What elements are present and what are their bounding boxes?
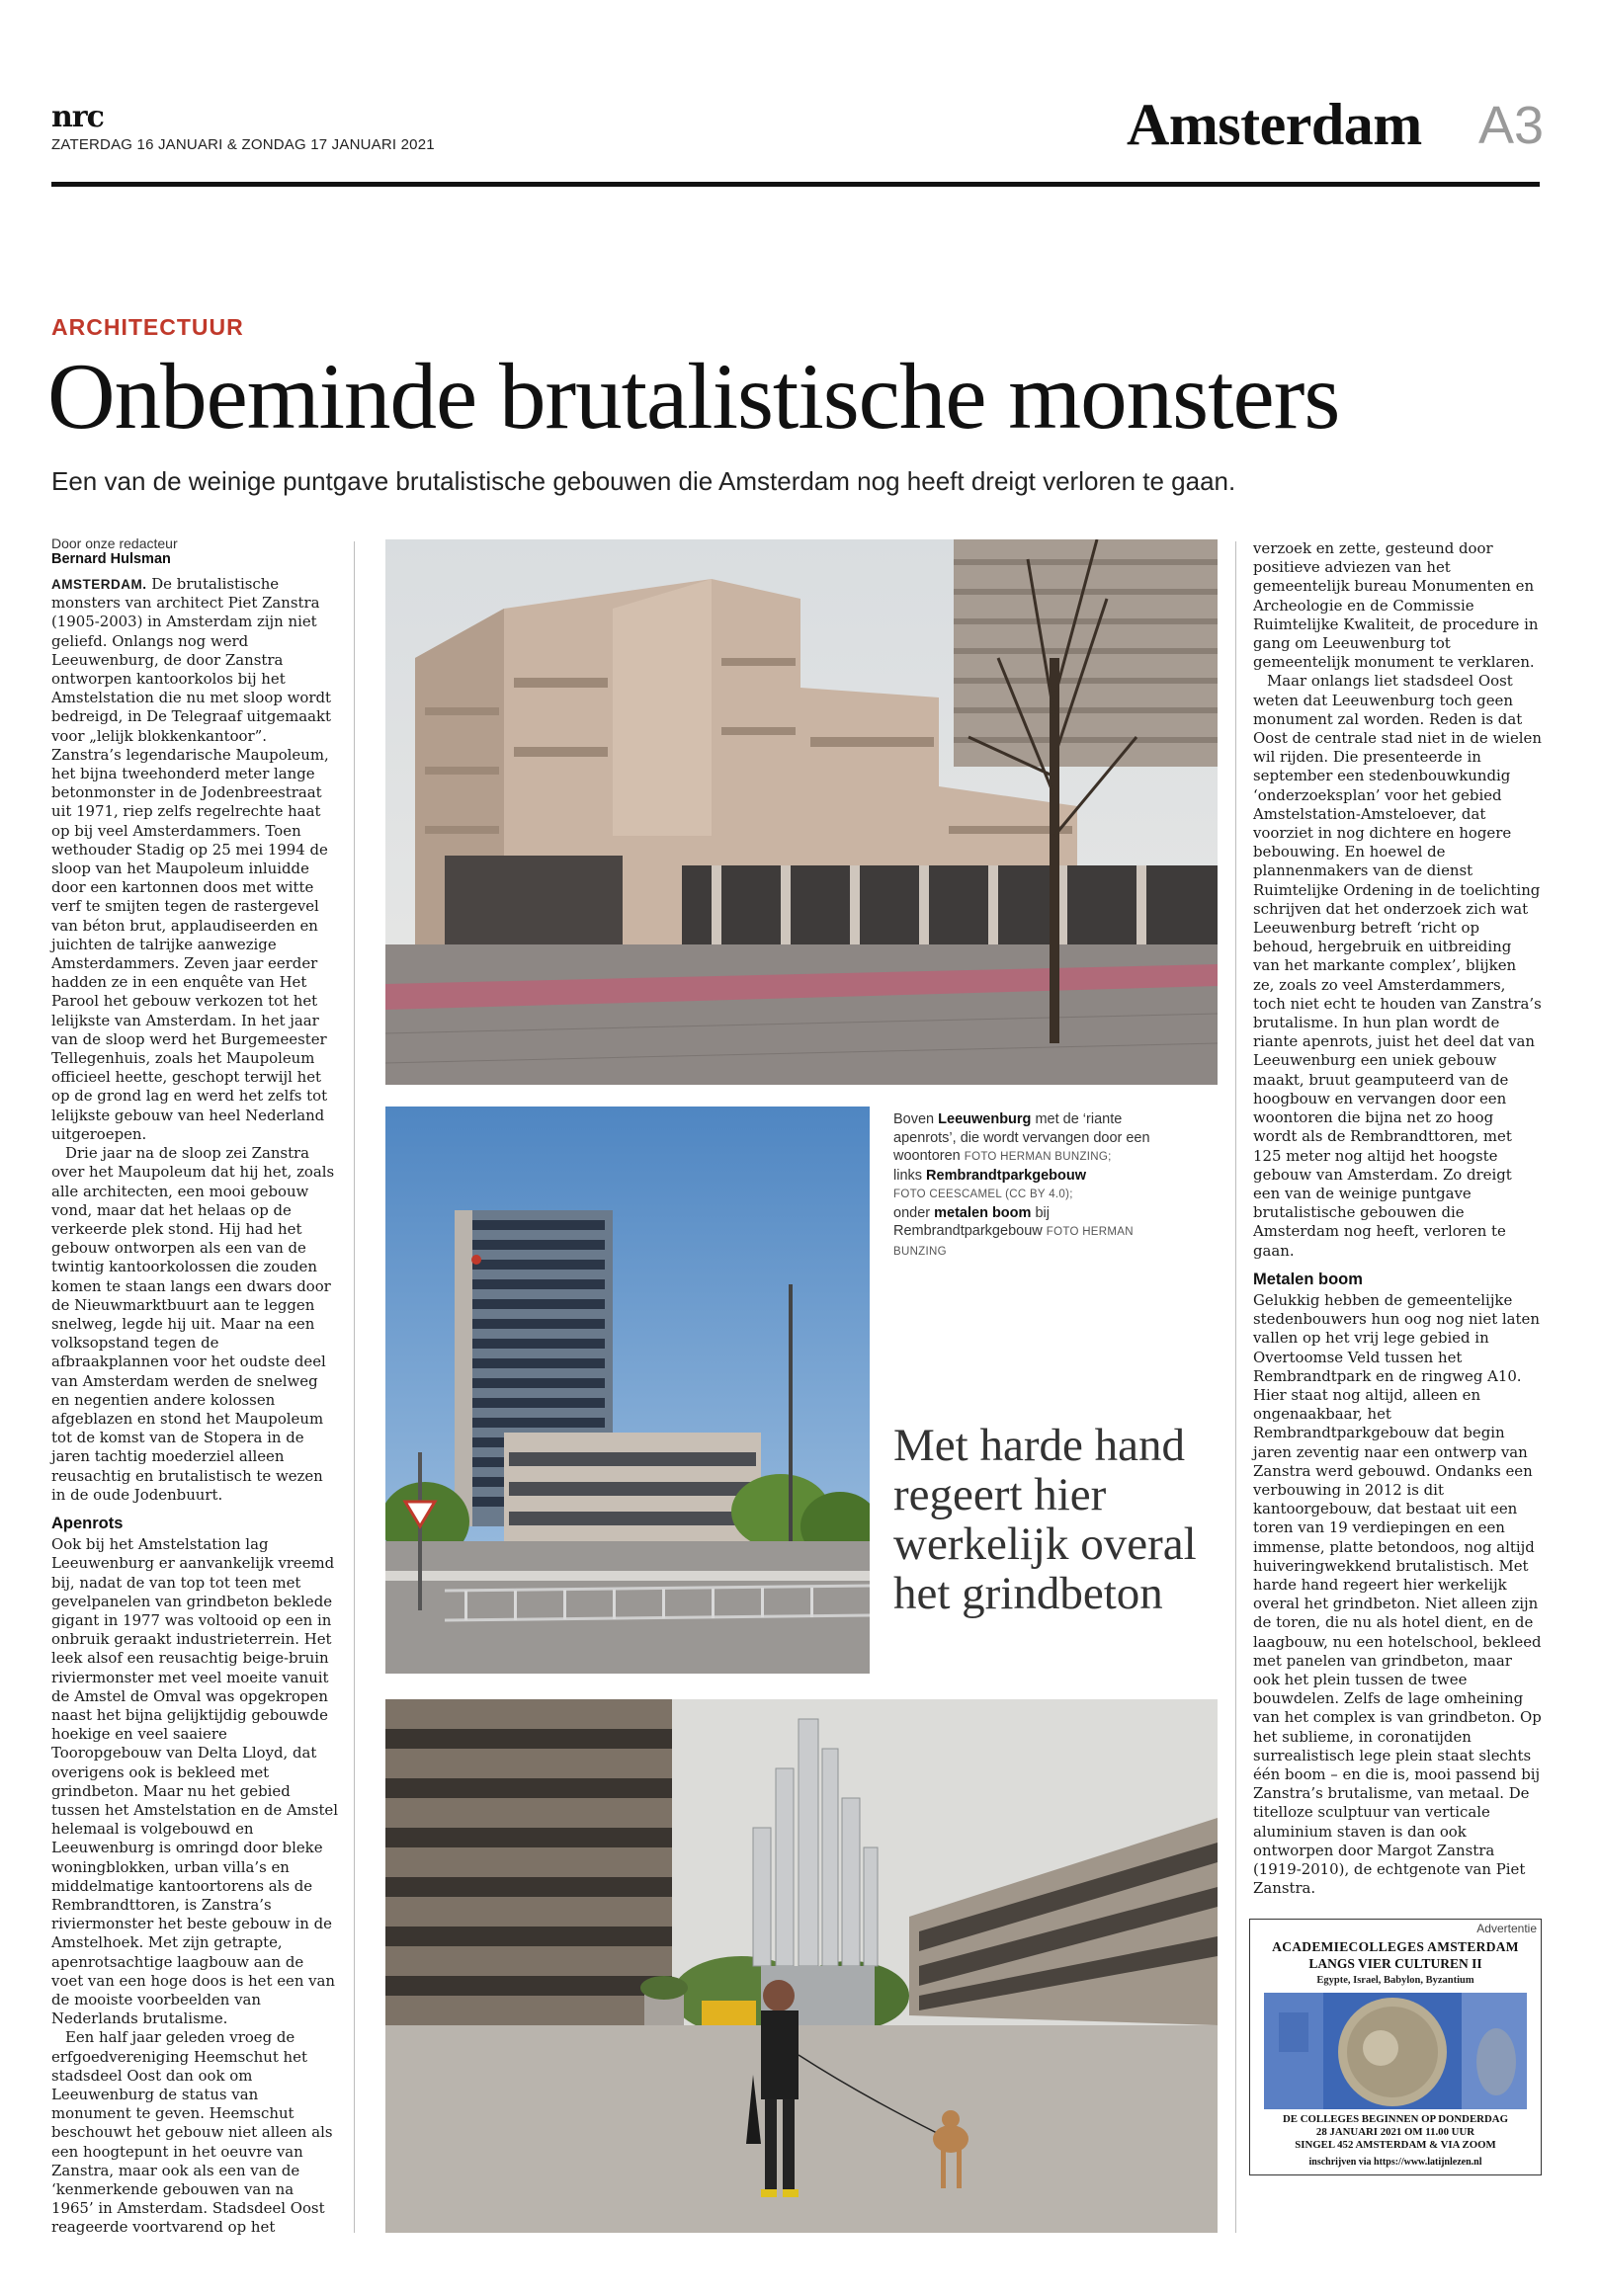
article-kicker: ARCHITECTUUR	[51, 314, 244, 340]
ad-details	[1250, 2113, 1541, 2152]
dateline: AMSTERDAM.	[51, 577, 147, 592]
ad-image	[1264, 1993, 1527, 2109]
paragraph-text: De brutalistische monsters van architect Piet Zanstra (1905-2003) in Amsterdam zijn niet geliefd. Onlangs nog werd Leeuwenburg, de door Zanstra ontworpen kantoorkolos bij het Amstelstation die nu met sloop wordt bedreigd, in De Telegraaf uitgemaakt voor „lelijk blokkenkantoor”. Zanstra’s legendarische Maupoleum, het bijna tweehonderd meter lange betonmonster in de Jodenbreestraat uit 1971, riep zelfs regelrechte haat op bij veel Amsterdammers. Toen wethouder Stadig op 25 mei 1994 de sloop van het Maupoleum inluidde door een kartonnen doos met witte verf te smijten tegen de rastergevel van béton brut, applaudiseerden en juichten de talrijke aanwezige Amsterdammers. Zeven jaar eerder hadden ze in een enquête van Het Parool het gebouw verkozen tot het lelijkste van Amsterdam. In het jaar van de sloop werd het Burgemeester Tellegenhuis, zoals het Maupoleum officieel heette, geschopt terwijl het op de grond lag en werd het zelfs tot lelijkste gebouw van heel Nederland uitgeroepen.	[51, 575, 332, 1143]
byline	[51, 535, 338, 577]
paragraph: Gelukkig hebben de gemeentelijke stedenbouwers hun oog nog niet laten vallen op het vrij lege gebied in Overtoomse Veld tussen het Rembrandtpark en de ringweg A10. Hier staat nog altijd, alleen en ongenaakbaar, het Rembrandtparkgebouw dat begin jaren zeventig naar een ontwerp van Zanstra werd gebouwd. Ondanks een verbouwing in 2012 is dit kantoorgebouw, dat bestaat uit een toren van 19 verdiepingen en een immense, platte betondoos, nog altijd huiveringwekkend brutalistisch. Met harde hand regeert hier werkelijk overal het grindbeton. Niet alleen zijn de toren, die nu als hotel dient, en de laagbouw, nu een hotelschool, bekleed met panelen van grindbeton, maar ook het plein tussen de twee bouwdelen. Zelfs de lage omheining van het complex is van grindbeton. Op het sublieme, in coronatijden surrealistisch lege plein staat slechts één boom – en die is, mooi passend bij Zanstra’s brutalisme, van metaal. De titelloze sculptuur van verticale aluminium staven is dan ook ontworpen door Margot Zanstra (1919-2010), de echtgenote van Piet Zanstra.	[1253, 1290, 1542, 1898]
caption-bold: metalen boom	[934, 1204, 1032, 1221]
page-number: A3	[1478, 96, 1545, 155]
article-column-3	[1253, 539, 1542, 1898]
byline-name: Bernard Hulsman	[51, 551, 171, 567]
caption-text: onder	[893, 1204, 935, 1221]
caption-text: Boven	[893, 1111, 939, 1127]
paragraph: verzoek en zette, gesteund door positieve adviezen van het gemeentelijk bureau Monumenten en Archeologie en de Commissie Ruimtelijke Kwaliteit, de procedure in gang om Leeuwenburg tot gemeentelijk monument te verklaren.	[1253, 539, 1539, 672]
masthead-rule	[51, 182, 1540, 187]
photo-caption	[893, 1110, 1180, 1261]
ad-line: DE COLLEGES BEGINNEN OP DONDERDAG	[1283, 2113, 1508, 2125]
ad-signup-link[interactable]: inschrijven via https://www.latijnlezen.nl	[1308, 2157, 1482, 2168]
subheading-apenrots: Apenrots	[51, 1514, 124, 1532]
ad-subtitle: LANGS VIER CULTUREN II	[1308, 1956, 1482, 1971]
paragraph: Ook bij het Amstelstation lag Leeuwenburg er aanvankelijk vreemd bij, nadat de van top tot teen met gevelpanelen van grindbeton beklede gigant in 1977 was voltooid op een in onbruik geraakt industrieterrein. Het leek alsof een reusachtig beige-bruin riviermonster met veel moeite vanuit de Amstel de Omval was opgekropen naast het bijna gelijktijdig gebouwde hoekige en veel saaiere Tooropgebouw van Delta Lloyd, dat overigens ook is bekleed met grindbeton. Maar nu het gebied tussen het Amstelstation en de Amstel helemaal is volgebouwd en Leeuwenburg is omringd door bleke woningblokken, urban villa’s en middelmatige kantoortorens als de Rembrandttoren, is Zanstra’s riviermonster het beste gebouw in de Amstelhoek. Met zijn getrapte, apenrotsachtige laagbouw aan de voet van een hoge doos is het een van de mooiste voorbeelden van Nederlands brutalisme.	[51, 1535, 339, 2028]
column-rule	[1235, 541, 1236, 2233]
ad-line: SINGEL 452 AMSTERDAM & VIA ZOOM	[1295, 2139, 1496, 2151]
advertisement[interactable]	[1249, 1919, 1542, 2175]
paragraph: Een half jaar geleden vroeg de erfgoedvereniging Heemschut het stadsdeel Oost dan ook om Leeuwenburg de status van monument te geven. Heemschut beschouwt het gebouw niet alleen als een hoogtepunt in het oeuvre van Zanstra, maar ook als een van de ‘kenmerkende gebouwen van na 1965’ in Amsterdam. Stadsdeel Oost reageerde voortvarend op het	[51, 2028, 333, 2237]
photo-credit: FOTO HERMAN BUNZING	[893, 1226, 1134, 1258]
ad-line: 28 JANUARI 2021 OM 11.00 UUR	[1315, 2126, 1475, 2138]
photo-credit: FOTO HERMAN BUNZING;	[964, 1151, 1112, 1163]
byline-prefix: Door onze redacteur	[51, 535, 178, 551]
metalen-boom-illustration	[385, 1699, 1218, 2233]
issue-date: ZATERDAG 16 JANUARI & ZONDAG 17 JANUARI 2021	[51, 136, 435, 153]
article-standfirst: Een van de weinige puntgave brutalistische gebouwen die Amsterdam nog heeft dreigt verloren te gaan.	[51, 466, 1236, 496]
paragraph: Maar onlangs liet stadsdeel Oost weten dat Leeuwenburg toch geen monument zal worden. Reden is dat Oost de centrale stad niet in de wielen wil rijden. Die presenteerde in september een stedenbouwkundig ‘onderzoeksplan’ voor het gebied Amstelstation-Amsteloever, dat voorziet in nog dichtere en hogere bebouwing. En hoewel de plannenmakers van de dienst Ruimtelijke Ordening in de toelichting schrijven dat het onderzoek zich wat Leeuwenburg betreft ‘richt op behoud, hergebruik en uitbreiding van het markante complex’, blijken ze, zoals zo veel Amsterdammers, toch niet echt te houden van Zanstra’s brutalisme. In hun plan wordt de riante apenrots, juist het deel dat van Leeuwenburg een uniek gebouw maakt, bruut geamputeerd van de hoogbouw en vervangen door een woontoren die bijna net zo hoog wordt als de Rembrandttoren, met 125 meter nog altijd het hoogste gebouw van Amsterdam. Zo dreigt een van de weinige puntgave brutalistische gebouwen die Amsterdam nog heeft, verloren te gaan.	[1253, 672, 1542, 1260]
caption-text: bij Rembrandtparkgebouw	[893, 1204, 1050, 1239]
caption-text: met de ‘riante apenrots’, die wordt vervangen door een woontoren	[893, 1111, 1150, 1164]
photo-credit: FOTO CEESCAMEL (CC BY 4.0);	[893, 1189, 1073, 1200]
ancient-coin-illustration	[1264, 1993, 1527, 2109]
ad-cultures: Egypte, Israel, Babylon, Byzantium	[1316, 1975, 1474, 1986]
photo-rembrandtparkgebouw	[385, 1107, 870, 1674]
caption-bold: Rembrandtparkgebouw	[926, 1167, 1086, 1184]
paragraph: Drie jaar na de sloop zei Zanstra over het Maupoleum dat hij het, zoals alle architecten, een mooi gebouw vond, maar dat het helaas op de verkeerde plek stond. Hij had het gebouw ontworpen als een van de twintig kantoorkolossen die zouden komen te staan langs een dwars door de Nieuwmarktbuurt aan te leggen snelweg, legde hij uit. Maar na een volksopstand tegen de afbraakplannen voor het oudste deel van Amsterdam werden de snelweg en negentien andere kolossen afgeblazen en stond het Maupoleum tot de komst van de Stopera in de jaren tachtig moederziel alleen reusachtig en brutalistisch te wezen in de oude Jodenbuurt.	[51, 1144, 335, 1504]
caption-text: links	[893, 1167, 927, 1184]
article-headline: Onbeminde brutalistische monsters	[47, 344, 1340, 449]
ad-title: ACADEMIECOLLEGES AMSTERDAM	[1272, 1939, 1519, 1954]
photo-leeuwenburg	[385, 539, 1218, 1085]
ad-label: Advertentie	[1476, 1922, 1537, 1935]
photo-metalen-boom	[385, 1699, 1218, 2233]
paragraph	[51, 575, 338, 1144]
subheading-metalen-boom: Metalen boom	[1253, 1270, 1363, 1288]
newspaper-logo: nrc	[51, 100, 104, 134]
pull-quote: Met harde hand regeert hier werkelijk overal het grindbeton	[893, 1420, 1197, 1619]
caption-bold: Leeuwenburg	[938, 1111, 1032, 1127]
section-title: Amsterdam	[1127, 92, 1422, 157]
rembrandtparkgebouw-illustration	[385, 1107, 870, 1674]
column-rule	[354, 541, 355, 2233]
article-column-1	[51, 575, 338, 2238]
leeuwenburg-illustration	[385, 539, 1218, 1085]
